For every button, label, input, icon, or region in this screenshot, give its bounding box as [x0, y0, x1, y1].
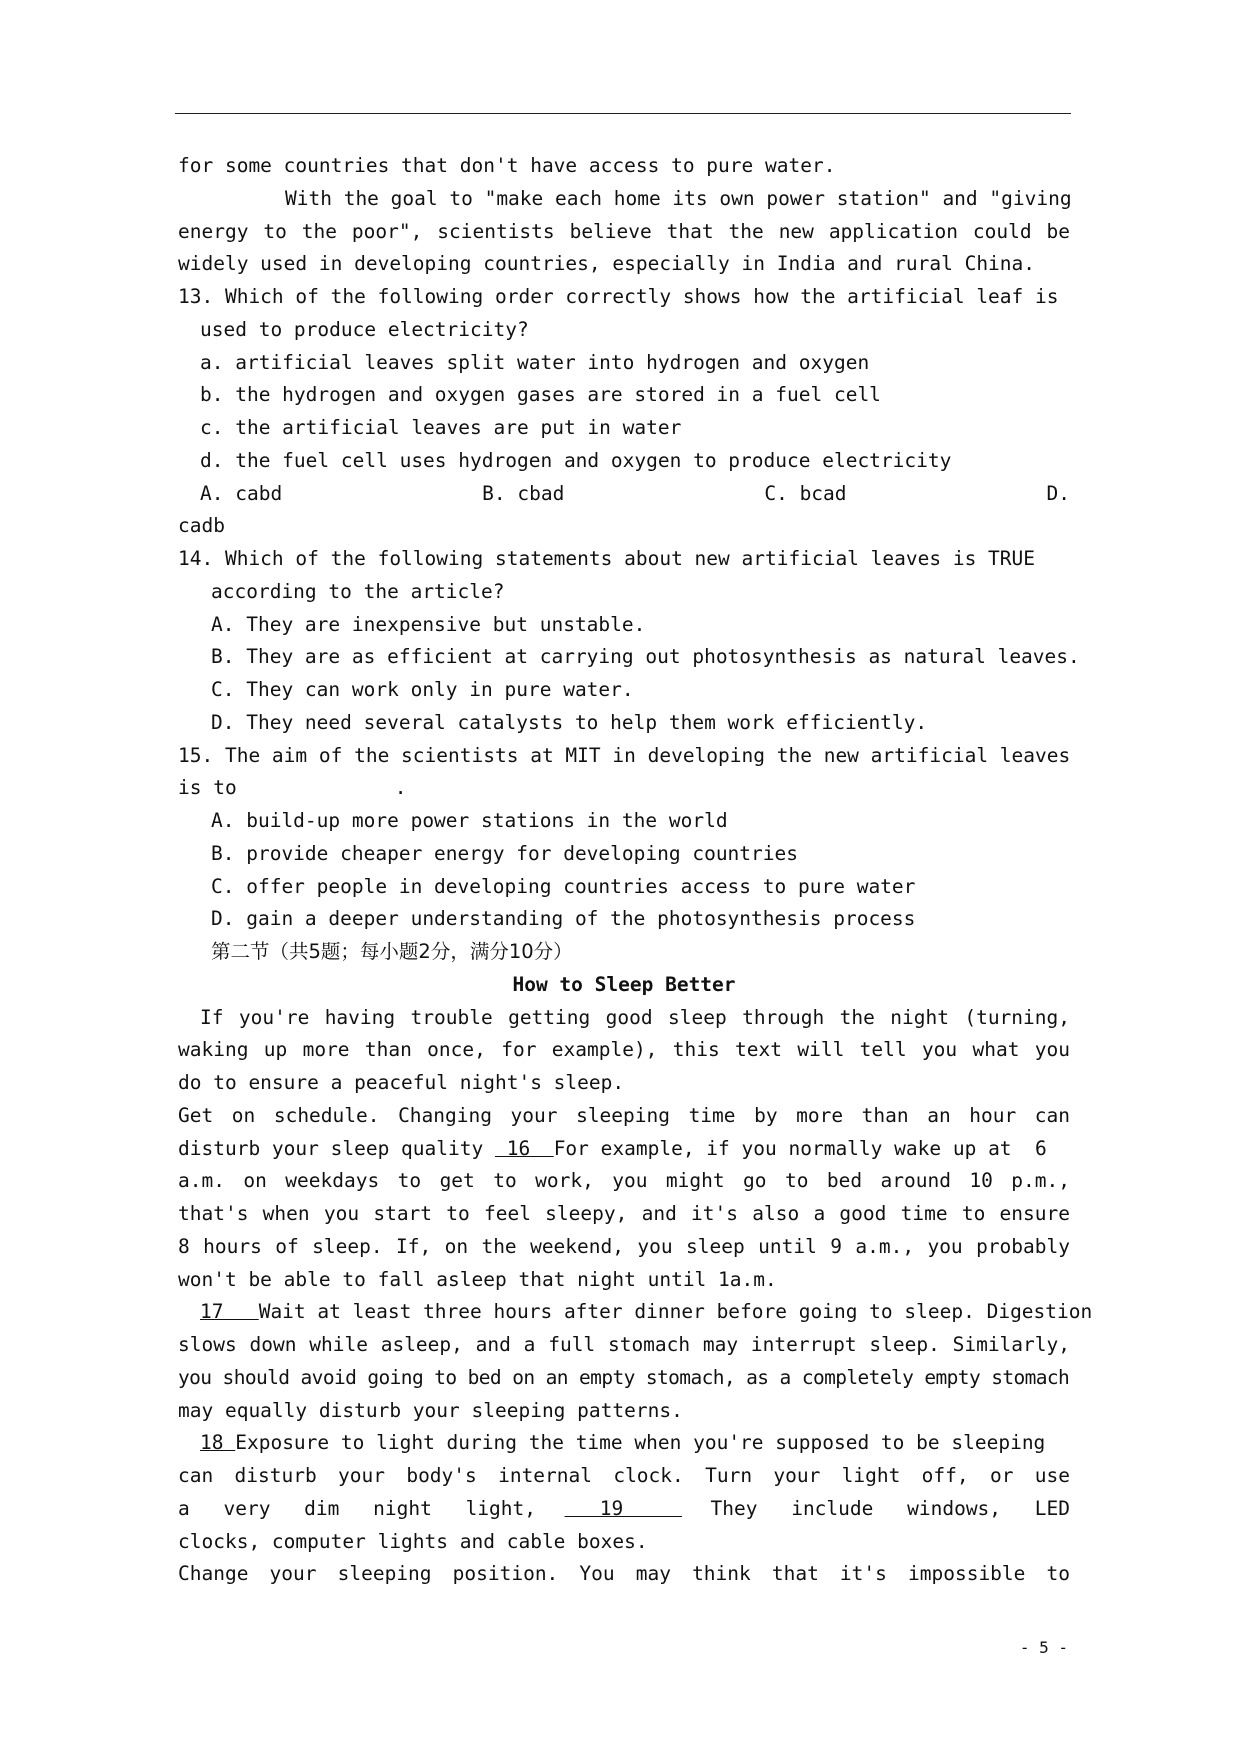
text-line — [178, 1296, 1093, 1329]
blank-16: 16 — [494, 1136, 554, 1160]
text-line: If you're having trouble getting good sleep through the night (turning, — [200, 1005, 1070, 1029]
question-15-stem: 15. The aim of the scientists at MIT in developing the new artificial leaves — [178, 743, 1071, 767]
text-line: do to ensure a peaceful night's sleep. — [178, 1071, 625, 1094]
text-line: you should avoid going to bed on an empty stomach, as a completely empty stomach — [178, 1365, 1070, 1389]
q15-option-c: C. offer people in developing countries access to pure water — [211, 874, 916, 898]
text-line: won't be able to fall asleep that night until 1a.m. — [178, 1267, 777, 1291]
text-line: slows down while asleep, and a full stomach may interrupt sleep. Similarly, — [178, 1333, 1070, 1356]
question-14-stem-cont: according to the article? — [211, 579, 505, 603]
q14-option-d: D. They need several catalysts to help them work efficiently. — [211, 710, 928, 734]
text-line: Change your sleeping position. You may think that it's impossible to — [178, 1562, 1070, 1586]
q13-option-a: A. cabd — [200, 481, 283, 505]
page-number: - 5 - — [1019, 1638, 1068, 1657]
blank-19: 19 — [564, 1496, 682, 1520]
question-15-stem-cont — [178, 772, 1070, 805]
text-line: waking up more than once, for example), this text will tell you what you — [178, 1038, 1070, 1062]
text-line: With the goal to "make each home its own power station" and "giving — [285, 186, 1072, 210]
q15-option-b: B. provide cheaper energy for developing countries — [211, 841, 798, 865]
q13-option-c: C. bcad — [764, 481, 847, 505]
question-13-stem-cont: used to produce electricity? — [200, 317, 529, 341]
q13-option-d: D. — [1046, 481, 1070, 505]
text-span: They include windows, LED — [710, 1496, 1070, 1520]
question-14-stem: 14. Which of the following statements about new artificial leaves is TRUE — [178, 547, 1036, 570]
q14-option-b: B. They are as efficient at carrying out photosynthesis as natural leaves. — [211, 645, 1080, 669]
text-line: a.m. on weekdays to get to work, you might go to bed around 10 p.m., — [178, 1169, 1070, 1193]
text-line: that's when you start to feel sleepy, and it's also a good time to ensure — [178, 1202, 1070, 1225]
text-line: widely used in developing countries, especially in India and rural China. — [178, 252, 1036, 276]
text-line: may equally disturb your sleeping patterns. — [178, 1398, 683, 1422]
q15-option-d: D. gain a deeper understanding of the photosynthesis process — [211, 907, 916, 931]
blank-18: 18 — [200, 1431, 236, 1455]
text-span: For example, if you normally wake up at 6 — [553, 1136, 1047, 1160]
text-span: disturb your sleep quality — [178, 1136, 495, 1160]
text-line: for some countries that don't have access to pure water. — [178, 154, 836, 177]
text-line — [178, 1427, 1070, 1460]
q14-option-a: A. They are inexpensive but unstable. — [211, 612, 646, 636]
text-line — [178, 1493, 1070, 1526]
q13-step-c: c. the artificial leaves are put in water — [200, 416, 682, 439]
q13-step-d: d. the fuel cell uses hydrogen and oxygen to produce electricity — [200, 448, 952, 472]
q13-step-a: a. artificial leaves split water into hydrogen and oxygen — [200, 350, 870, 374]
text-line: Get on schedule. Changing your sleeping time by more than an hour can — [178, 1103, 1070, 1127]
text-span: Wait at least three hours after dinner before going to sleep. Digestion — [258, 1300, 1093, 1324]
q15-option-a: A. build-up more power stations in the world — [211, 809, 728, 832]
q14-option-c: C. They can work only in pure water. — [211, 678, 634, 701]
q13-option-b: B. cbad — [482, 481, 565, 505]
text-span: a very dim night light, — [178, 1496, 537, 1520]
text-line: can disturb your body's internal clock. Turn your light off, or use — [178, 1464, 1070, 1487]
question-13-stem: 13. Which of the following order correctly shows how the artificial leaf is — [178, 285, 1059, 308]
blank-17: 17 — [200, 1300, 259, 1324]
passage-title: How to Sleep Better — [512, 972, 736, 996]
header-rule — [175, 113, 1071, 114]
text-span: Exposure to light during the time when you're supposed to be sleeping — [235, 1431, 1046, 1455]
text-line: clocks, computer lights and cable boxes. — [178, 1529, 648, 1553]
page-content — [178, 150, 1093, 1591]
text-line: energy to the poor", scientists believe that the new application could be — [178, 219, 1070, 243]
q13-option-d-cont: cadb — [178, 514, 225, 538]
q15-stem-end: . — [394, 776, 407, 800]
section-header: 第二节（共5题；每小题2分，满分10分） — [211, 940, 573, 963]
q15-stem-start: is to — [178, 776, 237, 800]
text-line — [178, 1133, 1070, 1166]
q13-step-b: b. the hydrogen and oxygen gases are stored in a fuel cell — [200, 383, 881, 407]
q13-options — [178, 478, 1070, 511]
text-line: 8 hours of sleep. If, on the weekend, you sleep until 9 a.m., you probably — [178, 1234, 1070, 1258]
